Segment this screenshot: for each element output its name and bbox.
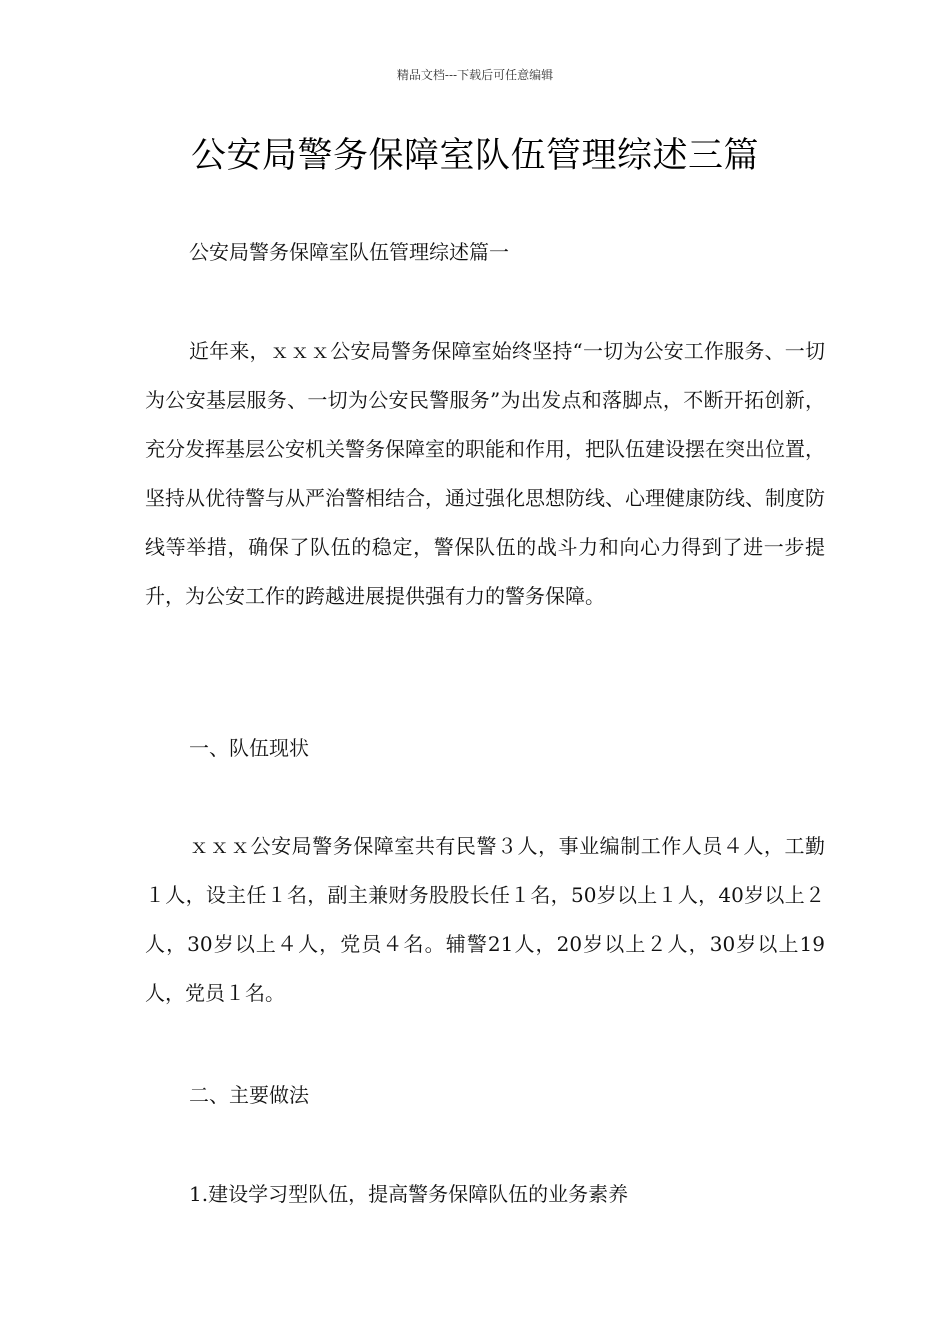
section-heading-status: 一、队伍现状 xyxy=(189,736,309,760)
document-subtitle: 公安局警务保障室队伍管理综述篇一 xyxy=(189,240,509,264)
document-title: 公安局警务保障室队伍管理综述三篇 xyxy=(190,136,759,176)
practice-item-1: 1.建设学习型队伍，提高警务保障队伍的业务素养 xyxy=(189,1182,629,1206)
page-header-note: 精品文档---下载后可任意编辑 xyxy=(396,68,554,82)
section-heading-practices: 二、主要做法 xyxy=(189,1083,309,1107)
status-paragraph: ｘｘｘ公安局警务保障室共有民警３人，事业编制工作人员４人，工勤１人，设主任１名，副主兼财务股股长任１名，50岁以上１人，40岁以上２人，30岁以上４人，党员４名。辅警21人，20岁以上２人，30岁以上19人，党员１名。 xyxy=(145,834,825,1005)
intro-paragraph: 近年来，ｘｘｘ公安局警务保障室始终坚持“一切为公安工作服务、一切为公安基层服务、一切为公安民警服务”为出发点和落脚点，不断开拓创新，充分发挥基层公安机关警务保障室的职能和作用，把队伍建设摆在突出位置，坚持从优待警与从严治警相结合，通过强化思想防线、心理健康防线、制度防线等举措，确保了队伍的稳定，警保队伍的战斗力和向心力得到了进一步提升，为公安工作的跨越进展提供强有力的警务保障。 xyxy=(145,339,825,608)
